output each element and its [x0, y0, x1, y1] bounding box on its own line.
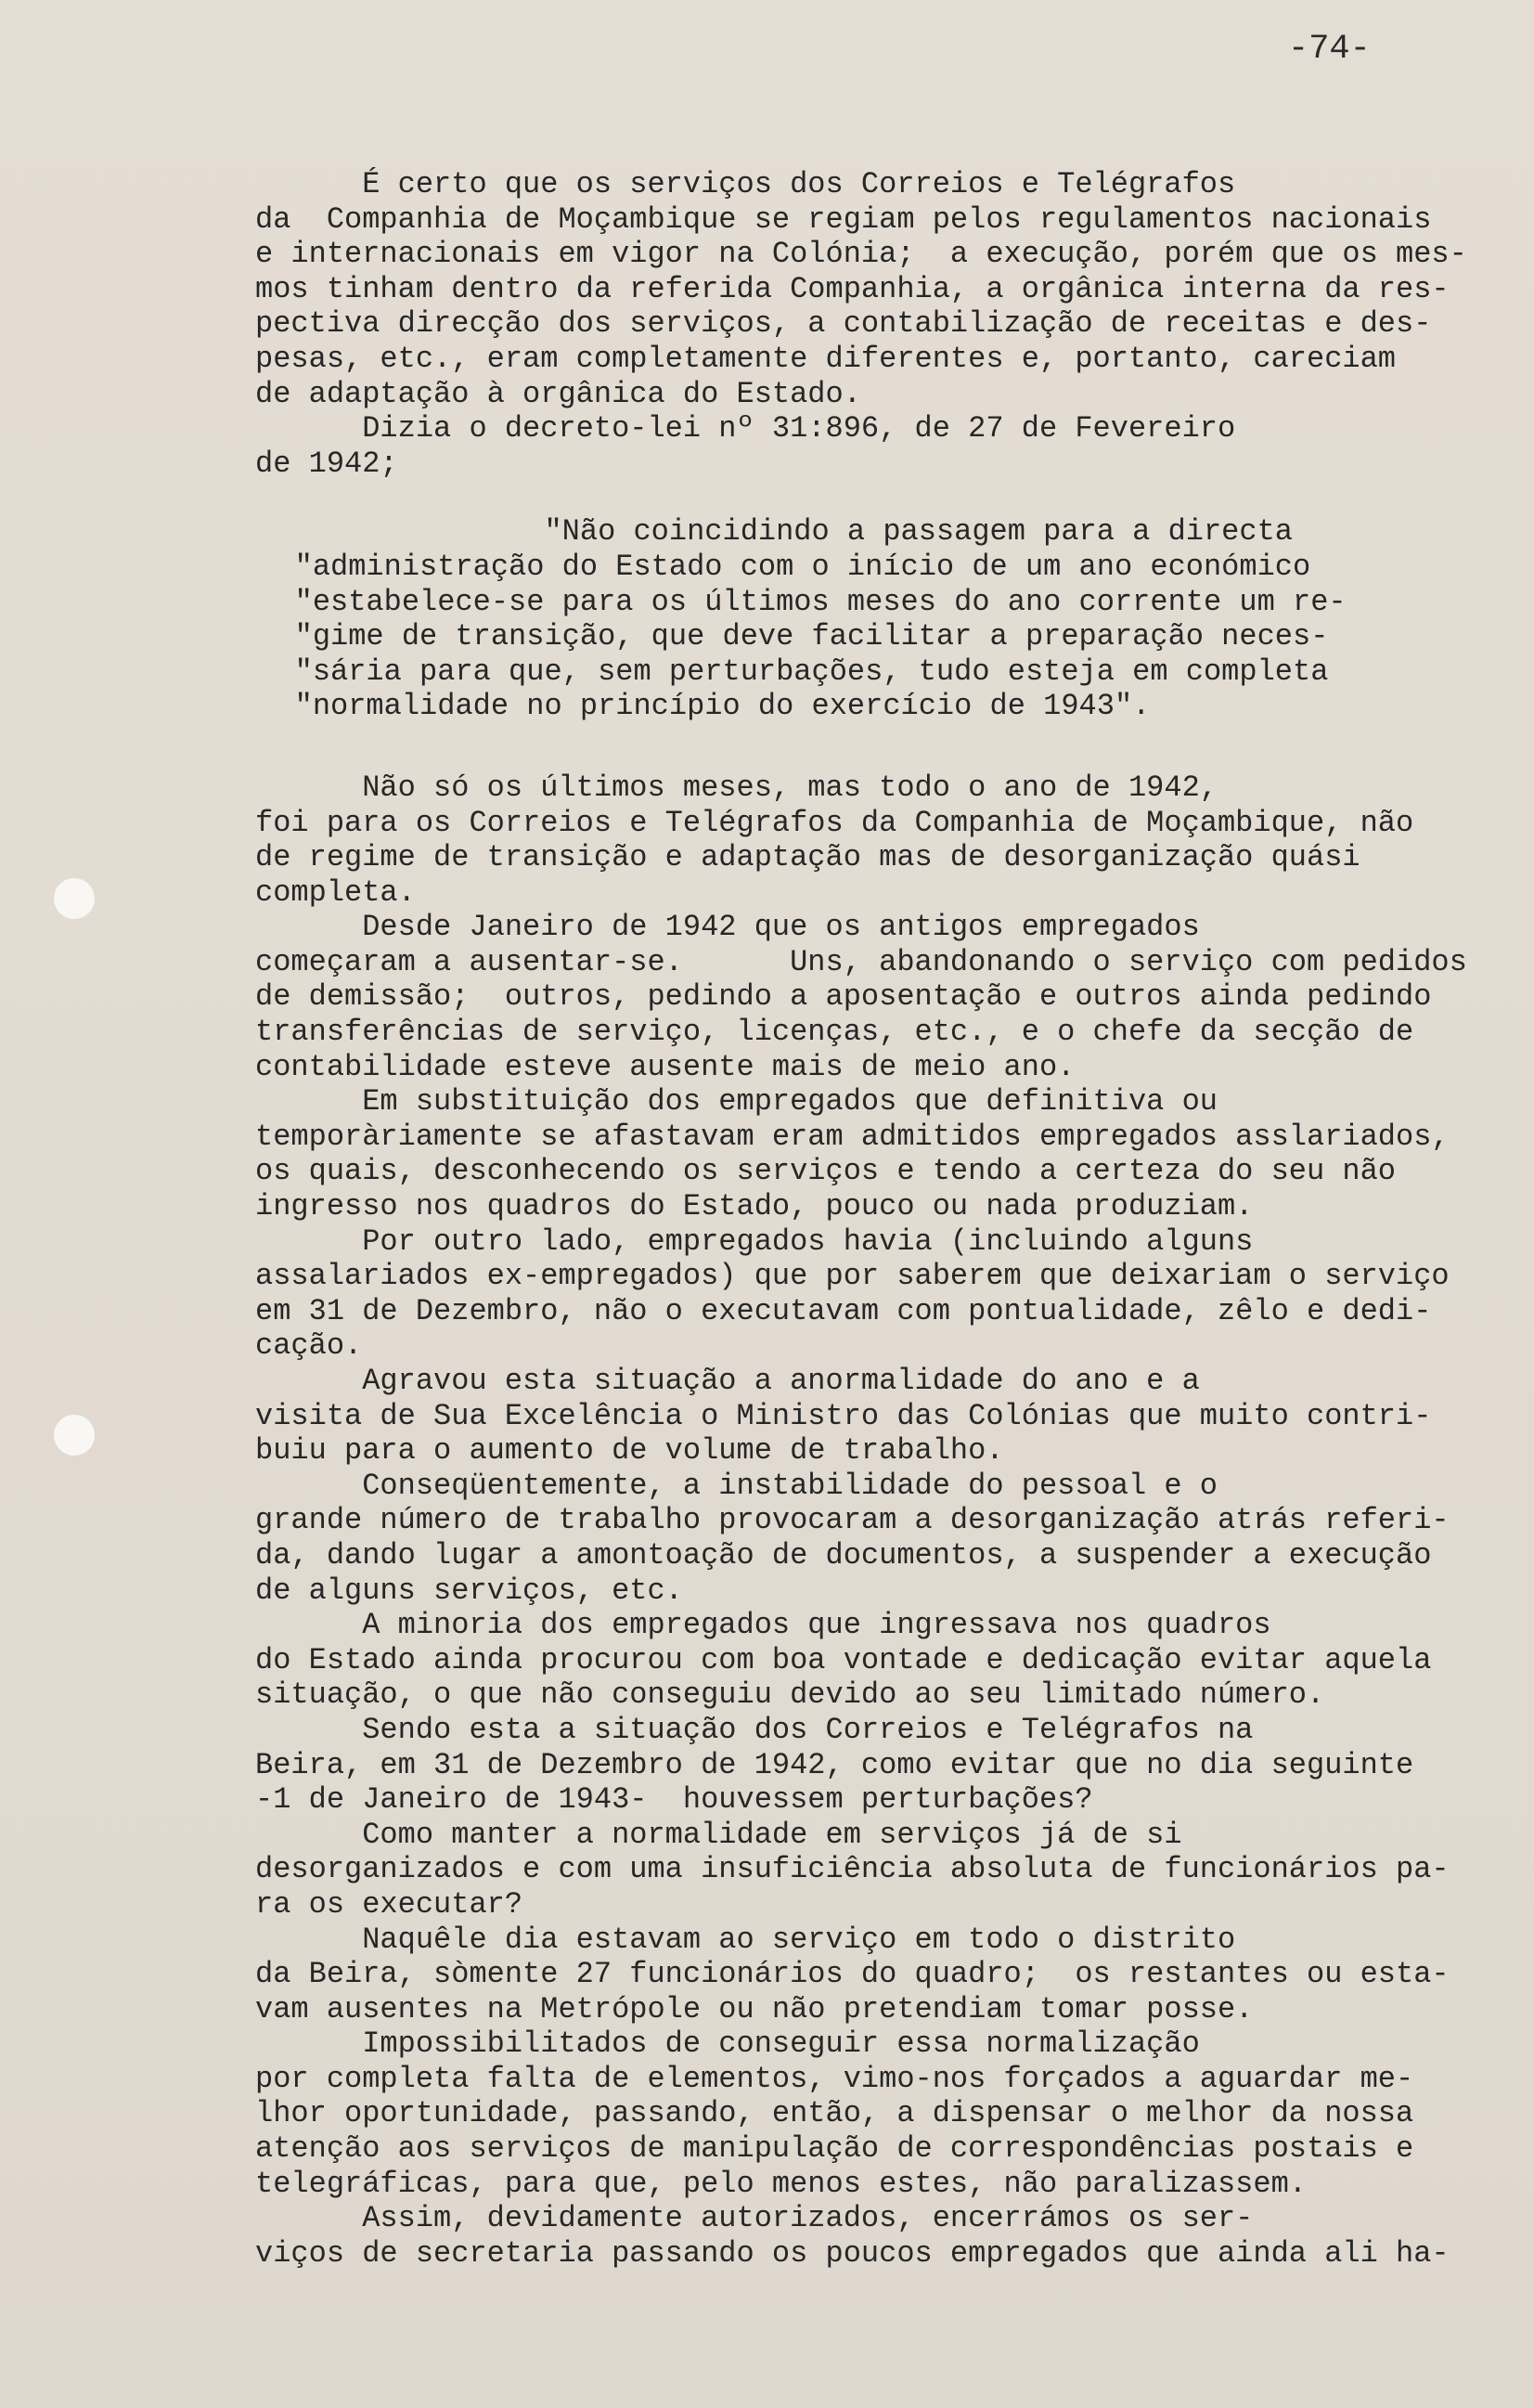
- text-line: começaram a ausentar-se. Uns, abandonando o serviço com pedidos: [255, 944, 1467, 979]
- text-line: os quais, desconhecendo os serviços e tendo a certeza do seu não: [255, 1154, 1396, 1189]
- text-line: Impossibilitados de conseguir essa normalização: [255, 2026, 1200, 2062]
- text-line: A minoria dos empregados que ingressava nos quadros: [255, 1608, 1271, 1643]
- text-line: temporàriamente se afastavam eram admitidos empregados asslariados,: [255, 1119, 1450, 1154]
- text-line: lhor oportunidade, passando, então, a dispensar o melhor da nossa: [255, 2096, 1414, 2131]
- text-line: da, dando lugar a amontoação de documentos, a suspender a execução: [255, 1537, 1432, 1573]
- text-line: de 1942;: [255, 446, 398, 481]
- text-line: por completa falta de elementos, vimo-nos forçados a aguardar me-: [255, 2061, 1414, 2096]
- text-line: e internacionais em vigor na Colónia; a execução, porém que os mes-: [255, 237, 1467, 272]
- text-line: Como manter a normalidade em serviços já de si: [255, 1817, 1182, 1852]
- text-line: Conseqüentemente, a instabilidade do pessoal e o: [255, 1468, 1218, 1503]
- punch-hole-bottom: [54, 1415, 95, 1456]
- text-line: Sendo esta a situação dos Correios e Telégrafos na: [255, 1712, 1254, 1747]
- text-line: ingresso nos quadros do Estado, pouco ou nada produziam.: [255, 1189, 1254, 1224]
- text-line: Dizia o decreto-lei nº 31:896, de 27 de Fevereiro: [255, 411, 1236, 447]
- quote-line: "administração do Estado com o início de um ano económico: [241, 549, 1311, 584]
- text-line: da Beira, sòmente 27 funcionários do quadro; os restantes ou esta-: [255, 1957, 1450, 1992]
- text-line: vam ausentes na Metrópole ou não pretendiam tomar posse.: [255, 1991, 1254, 2026]
- text-line: buiu para o aumento de volume de trabalho.: [255, 1433, 1004, 1469]
- text-line: do Estado ainda procurou com boa vontade e dedicação evitar aquela: [255, 1642, 1432, 1677]
- text-line: situação, o que não conseguiu devido ao seu limitado número.: [255, 1677, 1325, 1713]
- document-body: [241, 167, 1499, 2271]
- text-line: Agravou esta situação a anormalidade do ano e a: [255, 1364, 1200, 1398]
- text-line: completa.: [255, 874, 416, 910]
- text-line: grande número de trabalho provocaram a desorganização atrás referi-: [255, 1503, 1450, 1538]
- text-line: da Companhia de Moçambique se regiam pelos regulamentos nacionais: [255, 201, 1432, 237]
- text-line: ra os executar?: [255, 1886, 523, 1922]
- quote-line: "sária para que, sem perturbações, tudo esteja em completa: [241, 654, 1329, 689]
- text-line: atenção aos serviços de manipulação de correspondências postais e: [255, 2131, 1414, 2167]
- text-line: pectiva direcção dos serviços, a contabilização de receitas e des-: [255, 306, 1432, 342]
- quote-line: "gime de transição, que deve facilitar a preparação neces-: [241, 619, 1329, 654]
- text-line: Em substituição dos empregados que definitiva ou: [255, 1084, 1218, 1120]
- text-line: em 31 de Dezembro, não o executavam com pontualidade, zêlo e dedi-: [255, 1293, 1432, 1328]
- text-line: -1 de Janeiro de 1943- houvessem perturbações?: [255, 1782, 1093, 1818]
- text-line: Não só os últimos meses, mas todo o ano de 1942,: [255, 770, 1218, 805]
- text-line: É certo que os serviços dos Correios e Telégrafos: [255, 167, 1236, 201]
- text-line: de alguns serviços, etc.: [255, 1573, 683, 1608]
- text-line: desorganizados e com uma insuficiência absoluta de funcionários pa-: [255, 1852, 1450, 1887]
- text-line: de regime de transição e adaptação mas de desorganização quási: [255, 840, 1360, 875]
- text-line: Naquêle dia estavam ao serviço em todo o distrito: [255, 1922, 1236, 1957]
- text-line: foi para os Correios e Telégrafos da Companhia de Moçambique, não: [255, 805, 1414, 840]
- text-line: pesas, etc., eram completamente diferentes e, portanto, careciam: [255, 341, 1396, 376]
- text-line: viços de secretaria passando os poucos empregados que ainda ali ha-: [255, 2235, 1450, 2271]
- quote-line: "Não coincidindo a passagem para a directa: [241, 514, 1293, 550]
- text-line: contabilidade esteve ausente mais de meio ano.: [255, 1049, 1076, 1084]
- text-line: Assim, devidamente autorizados, encerrámos os ser-: [255, 2201, 1254, 2236]
- text-line: Por outro lado, empregados havia (incluindo alguns: [255, 1223, 1254, 1259]
- text-line: assalariados ex-empregados) que por saberem que deixariam o serviço: [255, 1259, 1450, 1294]
- quote-line: "estabelece-se para os últimos meses do ano corrente um re-: [241, 584, 1347, 619]
- quote-line: "normalidade no princípio do exercício de 1943".: [241, 689, 1151, 724]
- text-line: Desde Janeiro de 1942 que os antigos empregados: [255, 910, 1200, 945]
- text-line: Beira, em 31 de Dezembro de 1942, como evitar que no dia seguinte: [255, 1747, 1414, 1782]
- text-line: transferências de serviço, licenças, etc., e o chefe da secção de: [255, 1015, 1414, 1050]
- punch-hole-top: [54, 878, 95, 919]
- page-number: -74-: [1288, 30, 1371, 69]
- text-line: telegráficas, para que, pelo menos estes, não paralizassem.: [255, 2166, 1307, 2201]
- text-line: mos tinham dentro da referida Companhia, a orgânica interna da res-: [255, 271, 1450, 306]
- text-line: visita de Sua Excelência o Ministro das Colónias que muito contri-: [255, 1398, 1432, 1433]
- text-line: cação.: [255, 1328, 363, 1364]
- text-line: de adaptação à orgânica do Estado.: [255, 376, 861, 411]
- text-line: de demissão; outros, pedindo a aposentação e outros ainda pedindo: [255, 979, 1432, 1015]
